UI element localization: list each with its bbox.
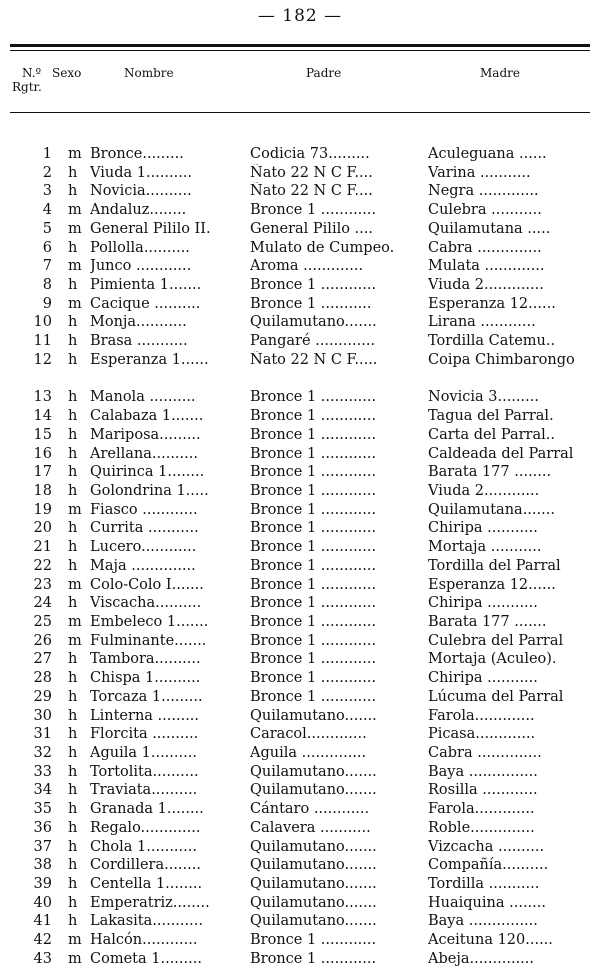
entry-number: 36: [33, 819, 52, 836]
entry-mother: Novicia 3.........: [428, 389, 539, 406]
entry-father: Bronce 1 ............: [250, 576, 377, 593]
entry-name: Pimienta 1.......: [90, 277, 202, 294]
entry-sex: h: [68, 726, 78, 743]
entry-name: Cacique ..........: [90, 295, 201, 312]
entry-sex: m: [68, 932, 82, 949]
entry-number: 7: [42, 258, 52, 275]
entry-sex: h: [68, 351, 78, 368]
entry-sex: h: [68, 445, 78, 462]
entry-name: Esperanza 1......: [90, 351, 209, 368]
entry-father: Quilamutano.......: [250, 857, 377, 874]
entry-name: Centella 1........: [90, 876, 203, 893]
entry-mother: Aceituna 120......: [428, 932, 553, 949]
entry-father: Bronce 1 ............: [250, 277, 377, 294]
entry-sex: h: [68, 651, 78, 668]
table-row: [0, 426, 600, 445]
entry-name: Quirinca 1........: [90, 464, 205, 481]
entry-father: Bronce 1 ............: [250, 482, 377, 499]
entry-mother: Abeja..............: [428, 950, 535, 967]
entry-mother: Tordilla del Parral: [428, 557, 561, 574]
table-row: [0, 239, 600, 258]
entry-mother: Compañía..........: [428, 857, 549, 874]
table-row: [0, 912, 600, 931]
entry-mother: Tagua del Parral.: [428, 408, 554, 425]
entry-mother: Mulata .............: [428, 258, 545, 275]
entry-mother: Lúcuma del Parral: [428, 688, 564, 705]
table-row: [0, 351, 600, 370]
entry-name: Halcón............: [90, 932, 198, 949]
entry-mother: Quilamutana.......: [428, 501, 555, 518]
table-row: [0, 856, 600, 875]
entry-father: General Pililo ....: [250, 220, 373, 237]
entry-name: Manola ..........: [90, 389, 196, 406]
header-rule: [10, 112, 590, 113]
entry-name: Florcita ..........: [90, 726, 199, 743]
entry-father: Quilamutano.......: [250, 314, 377, 331]
table-row: [0, 519, 600, 538]
table-row: [0, 463, 600, 482]
entry-number: 6: [42, 239, 52, 256]
group-gap: [0, 370, 600, 389]
entry-name: Cometa 1.........: [90, 950, 202, 967]
table-row: [0, 781, 600, 800]
entry-sex: m: [68, 501, 82, 518]
entry-mother: Lirana ............: [428, 314, 536, 331]
entry-mother: Baya ...............: [428, 913, 538, 930]
entry-number: 17: [33, 464, 52, 481]
entry-father: Codicia 73.........: [250, 146, 370, 162]
entry-number: 30: [33, 707, 52, 724]
entry-name: Brasa ...........: [90, 333, 188, 350]
registry-table: [0, 145, 600, 969]
entry-father: Calavera ...........: [250, 819, 371, 836]
entry-mother: Chiripa ...........: [428, 670, 538, 687]
header-nombre: Nombre: [124, 66, 174, 80]
entry-father: Bronce 1 ............: [250, 632, 377, 649]
entry-mother: Rosilla ............: [428, 782, 538, 799]
entry-sex: m: [68, 220, 82, 237]
entry-father: Pangaré .............: [250, 333, 376, 350]
entry-name: Regalo.............: [90, 819, 201, 836]
entry-name: Tortolita..........: [90, 763, 199, 780]
entry-mother: Cabra ..............: [428, 239, 542, 256]
entry-sex: m: [68, 295, 82, 312]
entry-number: 4: [42, 202, 52, 219]
entry-father: Bronce 1 ............: [250, 426, 377, 443]
entry-father: Bronce 1 ...........: [250, 295, 372, 312]
entry-sex: h: [68, 670, 78, 687]
table-row: [0, 407, 600, 426]
entry-father: Bronce 1 ............: [250, 613, 377, 630]
table-row: [0, 707, 600, 726]
entry-mother: Chiripa ...........: [428, 595, 538, 612]
entry-sex: h: [68, 557, 78, 574]
table-row: [0, 613, 600, 632]
entry-father: Aguila ..............: [250, 745, 367, 761]
table-row: [0, 819, 600, 838]
entry-number: 20: [33, 520, 52, 537]
entry-sex: m: [68, 950, 82, 967]
entry-number: 11: [33, 333, 52, 350]
entry-number: 42: [33, 932, 52, 949]
entry-father: Bronce 1 ............: [250, 408, 377, 425]
entry-number: 15: [33, 426, 52, 443]
entry-mother: Cabra ..............: [428, 745, 542, 761]
entry-name: Colo-Colo I.......: [90, 576, 204, 593]
entry-sex: m: [68, 632, 82, 649]
header-sexo: Sexo: [52, 66, 82, 80]
entry-number: 26: [33, 632, 52, 649]
entry-father: Ñato 22 N C F.....: [250, 351, 378, 368]
entry-name: Fiasco ............: [90, 501, 198, 518]
entry-mother: Mortaja ...........: [428, 539, 542, 556]
entry-father: Ñato 22 N C F....: [250, 183, 373, 200]
table-row: [0, 594, 600, 613]
entry-number: 32: [33, 745, 52, 761]
entry-number: 38: [33, 857, 52, 874]
entry-sex: m: [68, 146, 82, 162]
entry-mother: Culebra ...........: [428, 202, 542, 219]
entry-mother: Barata 177 ........: [428, 464, 552, 481]
table-row: [0, 164, 600, 183]
entry-name: Tambora..........: [90, 651, 201, 668]
entry-sex: h: [68, 894, 78, 911]
entry-father: Ñato 22 N C F....: [250, 164, 373, 181]
entry-mother: Farola.............: [428, 707, 535, 724]
table-row: [0, 875, 600, 894]
entry-name: Emperatriz........: [90, 894, 210, 911]
entry-number: 3: [42, 183, 52, 200]
entry-number: 43: [33, 950, 52, 967]
entry-sex: h: [68, 389, 78, 406]
entry-sex: h: [68, 333, 78, 350]
entry-number: 21: [33, 539, 52, 556]
entry-father: Aroma .............: [250, 258, 364, 275]
entry-father: Bronce 1 ............: [250, 595, 377, 612]
entry-number: 2: [42, 164, 52, 181]
entry-mother: Quilamutana .....: [428, 220, 551, 237]
table-row: [0, 332, 600, 351]
entry-sex: h: [68, 183, 78, 200]
entry-name: Mariposa.........: [90, 426, 201, 443]
table-row: [0, 894, 600, 913]
entry-number: 14: [33, 408, 52, 425]
entry-father: Bronce 1 ............: [250, 688, 377, 705]
entry-father: Bronce 1 ............: [250, 202, 377, 219]
entry-number: 35: [33, 801, 52, 818]
table-row: [0, 538, 600, 557]
entry-mother: Baya ...............: [428, 763, 538, 780]
top-double-rule: [10, 44, 590, 47]
entry-name: Calabaza 1.......: [90, 408, 204, 425]
entry-name: Lucero............: [90, 539, 197, 556]
entry-name: Chola 1...........: [90, 838, 197, 855]
header-reg: Rgtr.: [12, 80, 42, 94]
table-row: [0, 669, 600, 688]
entry-name: Golondrina 1.....: [90, 482, 209, 499]
entry-number: 1: [42, 146, 52, 162]
entry-mother: Vizcacha ..........: [428, 838, 545, 855]
entry-mother: Esperanza 12......: [428, 295, 556, 312]
header-num: N.º: [22, 66, 42, 80]
entry-number: 10: [33, 314, 52, 331]
entry-name: Monja...........: [90, 314, 187, 331]
entry-number: 12: [33, 351, 52, 368]
entry-name: Maja ..............: [90, 557, 196, 574]
entry-father: Bronce 1 ............: [250, 501, 377, 518]
table-row: [0, 725, 600, 744]
table-row: [0, 313, 600, 332]
table-row: [0, 295, 600, 314]
entry-number: 8: [42, 277, 52, 294]
entry-sex: h: [68, 520, 78, 537]
table-row: [0, 388, 600, 407]
entry-name: Viscacha..........: [90, 595, 202, 612]
entry-number: 24: [33, 595, 52, 612]
entry-number: 28: [33, 670, 52, 687]
entry-name: Arellana..........: [90, 445, 198, 462]
entry-sex: h: [68, 857, 78, 874]
table-row: [0, 201, 600, 220]
entry-sex: h: [68, 408, 78, 425]
table-row: [0, 650, 600, 669]
entry-name: Lakasita...........: [90, 913, 203, 930]
entry-sex: h: [68, 482, 78, 499]
entry-sex: m: [68, 576, 82, 593]
entry-number: 23: [33, 576, 52, 593]
entry-mother: Viuda 2.............: [428, 277, 544, 294]
entry-sex: h: [68, 819, 78, 836]
entry-sex: h: [68, 745, 78, 761]
entry-sex: m: [68, 613, 82, 630]
entry-father: Bronce 1 ............: [250, 950, 377, 967]
entry-father: Bronce 1 ............: [250, 389, 377, 406]
entry-father: Bronce 1 ............: [250, 651, 377, 668]
entry-father: Mulato de Cumpeo.: [250, 239, 395, 256]
entry-name: Linterna .........: [90, 707, 200, 724]
entry-number: 40: [33, 894, 52, 911]
entry-sex: h: [68, 707, 78, 724]
entry-number: 31: [33, 726, 52, 743]
entry-name: Torcaza 1.........: [90, 688, 203, 705]
table-row: [0, 445, 600, 464]
table-row: [0, 182, 600, 201]
entry-mother: Tordilla Catemu..: [428, 333, 556, 350]
entry-father: Quilamutano.......: [250, 763, 377, 780]
entry-number: 41: [33, 913, 52, 930]
entry-mother: Aculeguana ......: [428, 146, 547, 162]
entry-number: 5: [42, 220, 52, 237]
entry-sex: h: [68, 426, 78, 443]
header-madre: Madre: [480, 66, 520, 80]
entry-name: Junco ............: [90, 258, 192, 275]
entry-father: Quilamutano.......: [250, 782, 377, 799]
entry-father: Bronce 1 ............: [250, 557, 377, 574]
table-row: [0, 632, 600, 651]
entry-mother: Caldeada del Parral: [428, 445, 574, 462]
entry-father: Quilamutano.......: [250, 913, 377, 930]
entry-name: Currita ...........: [90, 520, 199, 537]
entry-sex: m: [68, 258, 82, 275]
entry-father: Bronce 1 ............: [250, 464, 377, 481]
entry-father: Quilamutano.......: [250, 876, 377, 893]
entry-name: Fulminante.......: [90, 632, 207, 649]
entry-name: Viuda 1..........: [90, 164, 193, 181]
entry-sex: h: [68, 277, 78, 294]
table-row: [0, 763, 600, 782]
entry-number: 25: [33, 613, 52, 630]
table-row: [0, 838, 600, 857]
entry-sex: h: [68, 595, 78, 612]
entry-father: Bronce 1 ............: [250, 670, 377, 687]
entry-mother: Chiripa ...........: [428, 520, 538, 537]
entry-mother: Barata 177 .......: [428, 613, 547, 630]
entry-sex: h: [68, 782, 78, 799]
entry-number: 13: [33, 389, 52, 406]
entry-father: Bronce 1 ............: [250, 932, 377, 949]
entry-mother: Varina ...........: [428, 164, 531, 181]
entry-mother: Mortaja (Aculeo).: [428, 651, 557, 668]
entry-number: 37: [33, 838, 52, 855]
entry-sex: h: [68, 164, 78, 181]
entry-sex: h: [68, 913, 78, 930]
entry-mother: Culebra del Parral: [428, 632, 564, 649]
top-thin-rule: [10, 50, 590, 51]
entry-mother: Coipa Chimbarongo: [428, 351, 575, 368]
table-row: [0, 688, 600, 707]
entry-name: Pollolla..........: [90, 239, 190, 256]
entry-sex: h: [68, 688, 78, 705]
table-row: [0, 800, 600, 819]
entry-name: Chispa 1..........: [90, 670, 201, 687]
table-row: [0, 931, 600, 950]
entry-name: Andaluz........: [90, 202, 187, 219]
entry-father: Quilamutano.......: [250, 838, 377, 855]
entry-sex: h: [68, 464, 78, 481]
entry-father: Bronce 1 ............: [250, 539, 377, 556]
entry-sex: m: [68, 202, 82, 219]
entry-sex: h: [68, 801, 78, 818]
entry-mother: Viuda 2............: [428, 482, 540, 499]
table-row: [0, 744, 600, 763]
entry-number: 27: [33, 651, 52, 668]
table-row: [0, 501, 600, 520]
entry-father: Cántaro ............: [250, 801, 370, 818]
entry-number: 39: [33, 876, 52, 893]
entry-number: 29: [33, 688, 52, 705]
entry-name: Granada 1........: [90, 801, 204, 818]
entry-sex: h: [68, 539, 78, 556]
entry-name: Bronce.........: [90, 146, 184, 162]
entry-name: Traviata..........: [90, 782, 198, 799]
entry-father: Bronce 1 ............: [250, 520, 377, 537]
entry-mother: Huaiquina ........: [428, 894, 546, 911]
page-number: — 182 —: [257, 6, 343, 26]
entry-mother: Carta del Parral..: [428, 426, 555, 443]
table-row: [0, 482, 600, 501]
entry-number: 18: [33, 482, 52, 499]
entry-father: Caracol.............: [250, 726, 367, 743]
entry-mother: Farola.............: [428, 801, 535, 818]
entry-number: 9: [42, 295, 52, 312]
entry-name: General Pililo II.: [90, 220, 211, 237]
table-row: [0, 950, 600, 969]
entry-name: Aguila 1..........: [90, 745, 197, 761]
entry-sex: h: [68, 876, 78, 893]
entry-mother: Tordilla ...........: [428, 876, 540, 893]
header-padre: Padre: [306, 66, 342, 80]
entry-sex: h: [68, 239, 78, 256]
entry-name: Cordillera........: [90, 857, 201, 874]
entry-number: 19: [33, 501, 52, 518]
table-row: [0, 220, 600, 239]
entry-mother: Picasa.............: [428, 726, 536, 743]
entry-mother: Negra .............: [428, 183, 539, 200]
table-row: [0, 576, 600, 595]
table-row: [0, 257, 600, 276]
entry-mother: Esperanza 12......: [428, 576, 556, 593]
table-row: [0, 276, 600, 295]
entry-mother: Roble..............: [428, 819, 535, 836]
table-row: [0, 557, 600, 576]
entry-sex: h: [68, 314, 78, 331]
entry-number: 33: [33, 763, 52, 780]
entry-number: 22: [33, 557, 52, 574]
entry-sex: h: [68, 763, 78, 780]
entry-number: 16: [33, 445, 52, 462]
entry-father: Bronce 1 ............: [250, 445, 377, 462]
entry-sex: h: [68, 838, 78, 855]
entry-number: 34: [33, 782, 52, 799]
entry-father: Quilamutano.......: [250, 894, 377, 911]
table-row: [0, 145, 600, 164]
entry-name: Novicia..........: [90, 183, 192, 200]
entry-father: Quilamutano.......: [250, 707, 377, 724]
entry-name: Embeleco 1.......: [90, 613, 209, 630]
